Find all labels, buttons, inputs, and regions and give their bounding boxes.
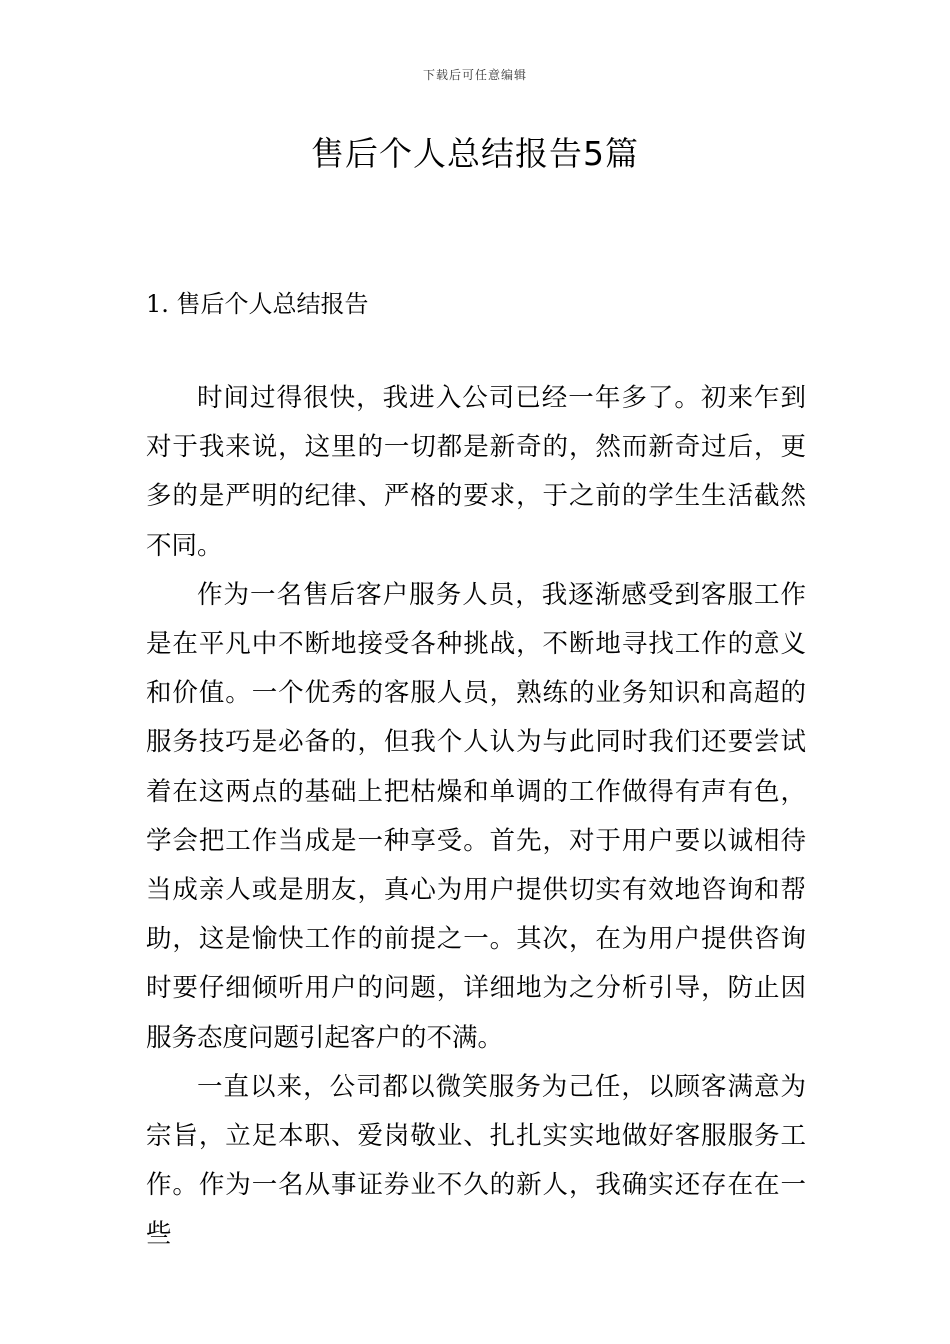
section-heading: 1. 售后个人总结报告 (146, 290, 369, 318)
paragraph: 时间过得很快，我进入公司已经一年多了。初来乍到对于我来说，这里的一切都是新奇的，然而新奇过后，更多的是严明的纪律、严格的要求，于之前的学生生活截然不同。 (146, 383, 806, 561)
paragraph: 一直以来，公司都以微笑服务为己任，以顾客满意为宗旨，立足本职、爱岗敬业、扎扎实实地做好客服服务工作。作为一名从事证券业不久的新人，我确实还存在在一些 (146, 1071, 806, 1250)
paragraph: 作为一名售后客户服务人员，我逐渐感受到客服工作是在平凡中不断地接受各种挑战，不断地寻找工作的意义和价值。一个优秀的客服人员，熟练的业务知识和高超的服务技巧是必备的，但我个人认为与此同时我们还要尝试着在这两点的基础上把枯燥和单调的工作做得有声有色，学会把工作当成是一种享受。首先，对于用户要以诚相待当成亲人或是朋友，真心为用户提供切实有效地咨询和帮助，这是愉快工作的前提之一。其次，在为用户提供咨询时要仔细倾听用户的问题，详细地为之分析引导，防止因服务态度问题引起客户的不满。 (146, 579, 806, 1053)
header-note: 下载后可任意编辑 (422, 68, 527, 82)
document-title: 售后个人总结报告5篇 (311, 134, 639, 173)
section-body (146, 374, 806, 1260)
